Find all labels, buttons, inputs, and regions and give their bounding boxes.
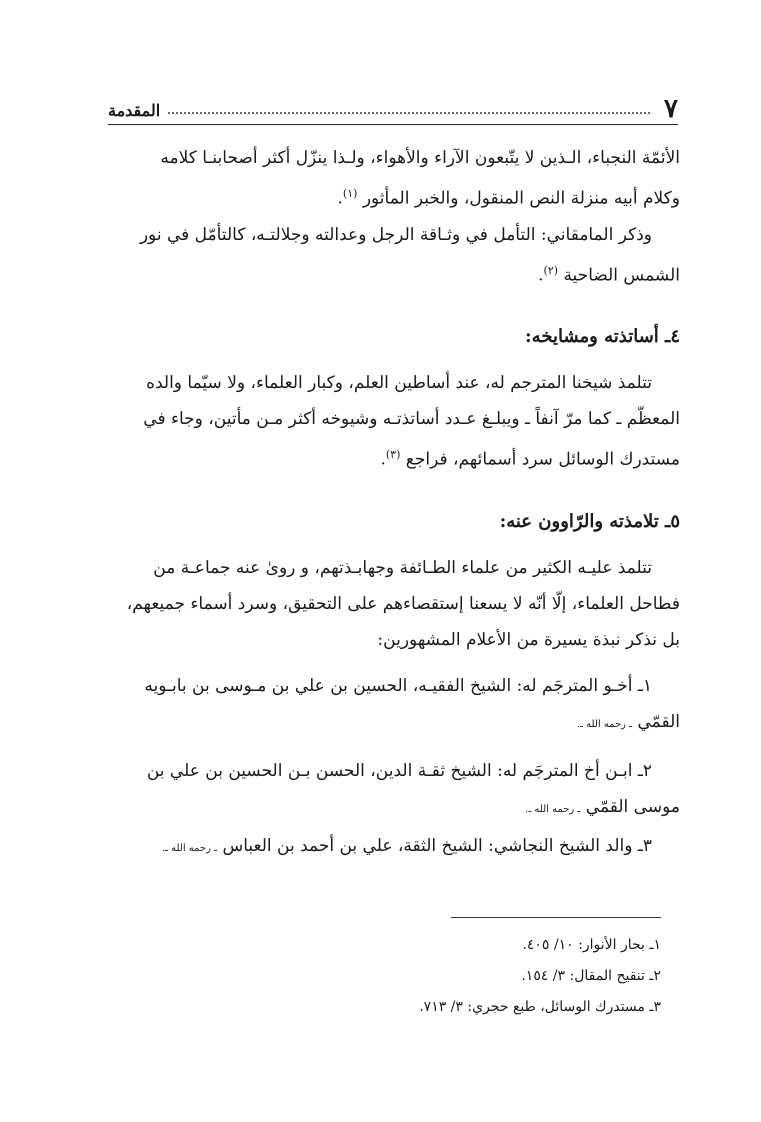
list-item-2	[100, 753, 680, 828]
text-line: تتلمذ شيخنا المترجم له، عند أساطين العلم، وكبار العلماء، ولا سيّما والده	[146, 373, 652, 394]
page-body	[100, 140, 680, 867]
footnote-1: ١ـ بحار الأنوار: ١٠/ ٤٠٥.	[522, 937, 661, 953]
footnote-ref: (١)	[342, 187, 358, 200]
footnote-2: ٢ـ تنقيح المقال: ٣/ ١٥٤.	[521, 968, 661, 984]
text-line: ٢ـ ابـن أخ المترجَم له: الشيخ ثقـة الدين، الحسن بـن الحسين بن علي بن	[146, 760, 652, 781]
paragraph-1: الأئمّة النجباء، الـذين لا يتّبعون الآراء والأهواء، ولـذا ينزّل أكثر أصحابنـا كلامه وكلام أبيه منزلة النص المنقول، والخبر المأثور $^{(١)}$.	[160, 148, 680, 209]
text-line: الشمس الضاحية	[563, 265, 680, 286]
footnote-ref: (٣)	[385, 448, 401, 462]
paragraph-2: وذكر المامقاني: التأمل في وثـاقة الرجل وعدالته وجلالتـه، كالتأمّل في نور الشمس الضاحية $^{(٢)}$.	[139, 224, 680, 286]
text-line: مستدرك الوسائل سرد أسمائهم، فراجع	[405, 449, 680, 470]
header-title: المقدمة	[108, 101, 161, 120]
text-line: ٣ـ والد الشيخ النجاشي: الشيخ الثقة، علي بن أحمد بن العباس	[222, 835, 652, 856]
footnote-3: ٣ـ مستدرك الوسائل، طبع حجري: ٣/ ٧١٣.	[419, 999, 661, 1015]
section-heading-4: ٤ـ أساتذته ومشايخه:	[525, 326, 680, 348]
list-item-3	[100, 828, 680, 867]
honorific: ـ رحمه الله ـ.	[576, 718, 633, 730]
list-item-1	[100, 668, 680, 743]
section-heading-5: ٥ـ تلامذته والرّاوون عنه:	[499, 510, 680, 532]
text-line: القمّي	[637, 711, 680, 732]
honorific: ـ رحمه الله ـ.	[525, 803, 581, 815]
text-line: الأئمّة النجباء، الـذين لا يتّبعون الآراء والأهواء، ولـذا ينزّل أكثر أصحابنـا كلامه	[160, 148, 680, 168]
text-line: بل نذكر نبذة يسيرة من الأعلام المشهورين:	[377, 629, 680, 650]
honorific: ـ رحمه الله ـ.	[161, 842, 218, 854]
text-line: تتلمذ عليـه الكثير من علماء الطـائفة وجهابـذتهم، و روىٰ عنه جماعـة من	[153, 557, 652, 578]
text-line: وذكر المامقاني: التأمل في وثـاقة الرجل وعدالته وجلالتـه، كالتأمّل في نور	[139, 224, 652, 245]
footnotes	[81, 930, 661, 1023]
page-number: ٧	[664, 94, 678, 124]
footnote-ref: (٢)	[543, 263, 559, 277]
text-line: وكلام أبيه منزلة النص المنقول، والخبر المأثور	[362, 188, 680, 209]
running-header	[108, 88, 678, 125]
text-line: ١ـ أخـو المترجَم له: الشيخ الفقيـه، الحسين بن علي بن مـوسى بن بابـويه	[144, 675, 652, 696]
paragraph-4	[100, 550, 680, 658]
text-line: المعظّم ـ كما مرّ آنفاً ـ ويبلـغ عـدد أساتذتـه وشيوخه أكثر مـن مأتين، وجاء في	[143, 409, 680, 430]
text-line: فطاحل العلماء، إلّا أنّه لا يسعنا إستقصاءهم على التحقيق، وسرد أسماء جميعهم،	[126, 593, 680, 614]
footnote-separator	[451, 917, 661, 918]
text-line: موسى القمّي	[585, 796, 680, 817]
header-leader-dots	[168, 112, 650, 114]
paragraph-3: تتلمذ شيخنا المترجم له، عند أساطين العلم، وكبار العلماء، ولا سيّما والده المعظّم ـ كما مرّ آنفاً ـ ويبلـغ عـدد أساتذتـه وشيوخه أكثر مـن مأتين، وجاء في مستدرك الوسائل سرد أسمائهم، فراجع $^{(٣)}$.	[143, 373, 680, 470]
